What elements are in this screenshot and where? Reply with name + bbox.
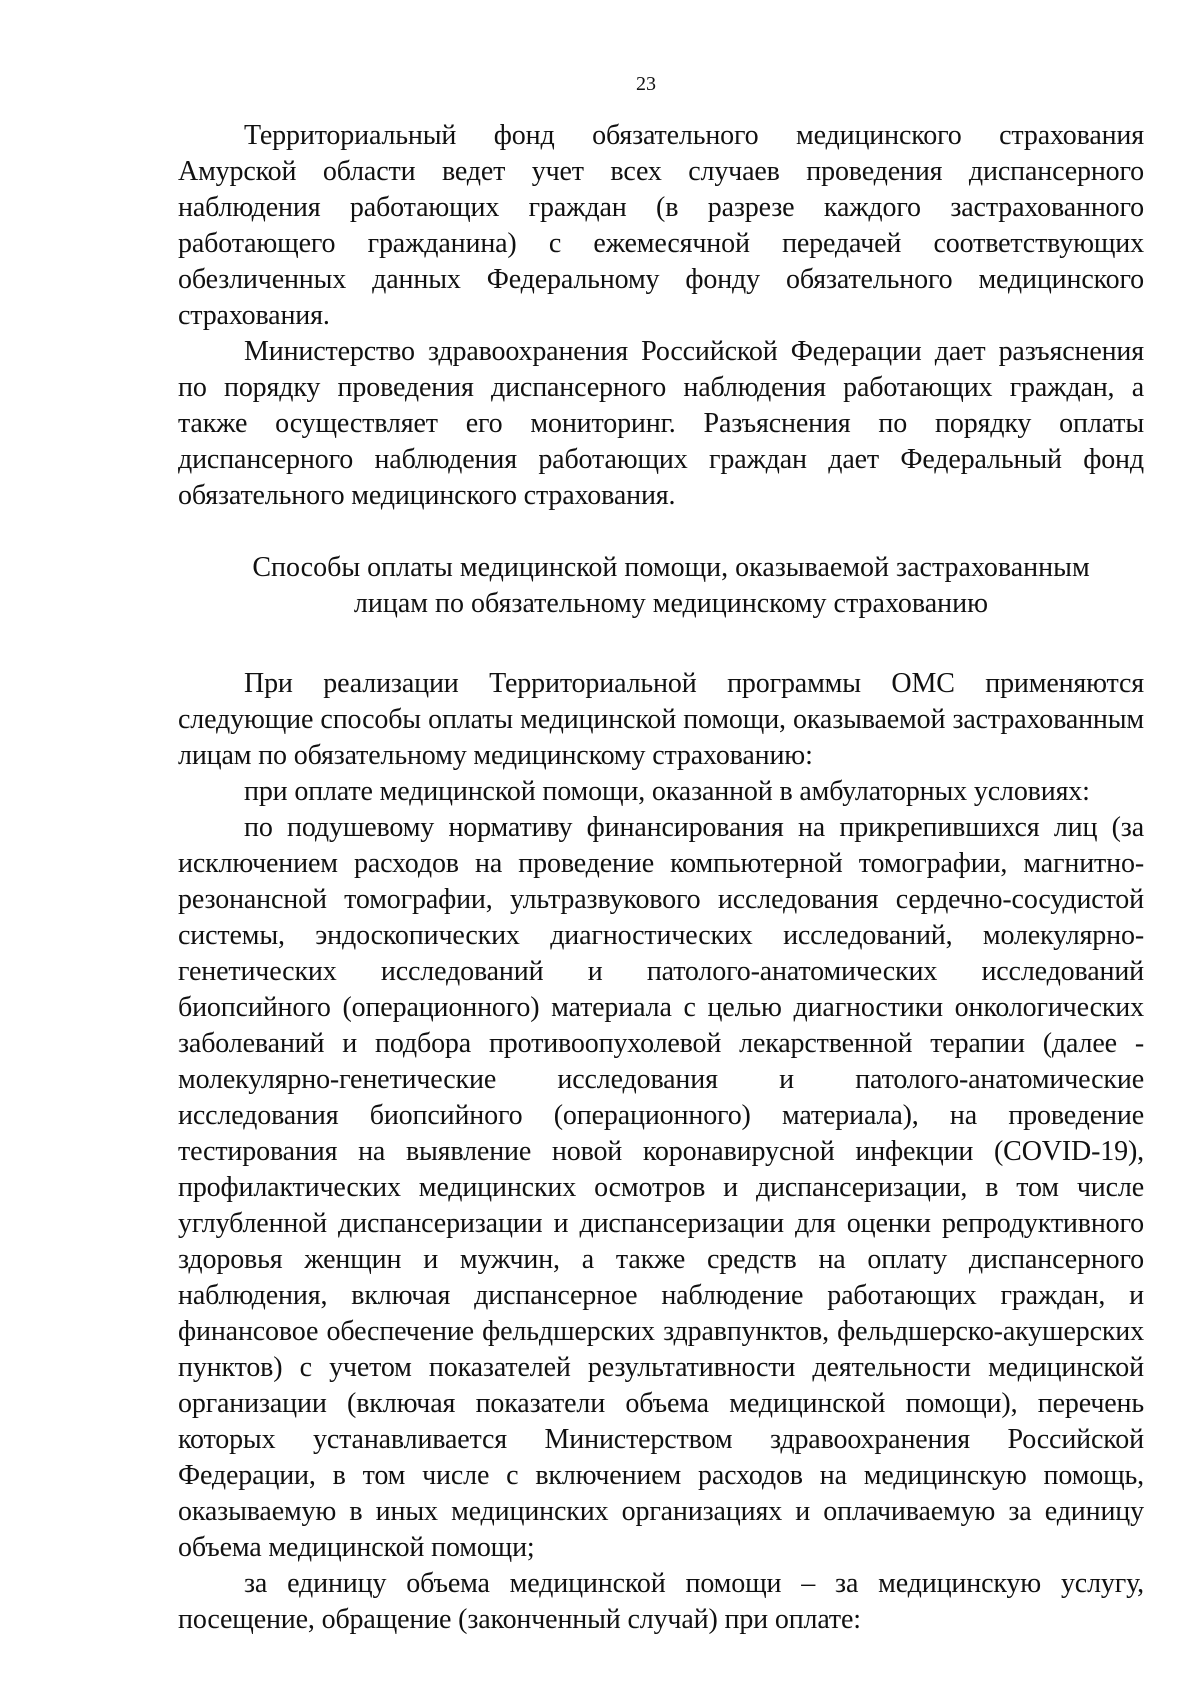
paragraph-ambulatory-conditions: при оплате медицинской помощи, оказанной в амбулаторных условиях:	[244, 776, 1090, 807]
section-heading-line-1: Способы оплаты медицинской помощи, оказываемой застрахованным	[252, 552, 1090, 583]
page-number: 23	[636, 73, 656, 95]
section-heading-line-2: лицам по обязательному медицинскому страхованию	[353, 588, 989, 619]
paragraph-tfoms-accounting: Территориальный фонд обязательного медицинского страхования Амурской области ведет учет всех случаев проведения диспансерного наблюдения работающих граждан (в разрезе каждого застрахованного работающего гражданина) с ежемесячной передачей соответствующих обезличенных данных Федеральному фонду обязательного медицинского страхования.	[178, 120, 1144, 331]
paragraph-per-capita-standard: по подушевому нормативу финансирования на прикрепившихся лиц (за исключением расходов на проведение компьютерной томографии, магнитно-резонансной томографии, ультразвукового исследования сердечно-сосудистой системы, эндоскопических диагностических исследований, молекулярно-генетических исследований и патолого-анатомических исследований биопсийного (операционного) материала с целью диагностики онкологических заболеваний и подбора противоопухолевой лекарственной терапии (далее - молекулярно-генетические исследования и патолого-анатомические исследования биопсийного (операционного) материала), на проведение тестирования на выявление новой коронавирусной инфекции (COVID-19), профилактических медицинских осмотров и диспансеризации, в том числе углубленной диспансеризации и диспансеризации для оценки репродуктивного здоровья женщин и мужчин, а также средств на оплату диспансерного наблюдения, включая диспансерное наблюдение работающих граждан, и финансовое обеспечение фельдшерских здравпунктов, фельдшерско-акушерских пунктов) с учетом показателей результативности деятельности медицинской организации (включая показатели объема медицинской помощи), перечень которых устанавливается Министерством здравоохранения Российской Федерации, в том числе с включением расходов на медицинскую помощь, оказываемую в иных медицинских организациях и оплачиваемую за единицу объема медицинской помощи;	[178, 812, 1144, 1563]
paragraph-payment-methods-intro: При реализации Территориальной программы ОМС применяются следующие способы оплаты медицинской помощи, оказываемой застрахованным лицам по обязательному медицинскому страхованию:	[178, 668, 1144, 771]
paragraph-ministry-clarifications: Министерство здравоохранения Российской Федерации дает разъяснения по порядку проведения диспансерного наблюдения работающих граждан, а также осуществляет его мониторинг. Разъяснения по порядку оплаты диспансерного наблюдения работающих граждан дает Федеральный фонд обязательного медицинского страхования.	[178, 336, 1144, 511]
paragraph-per-unit-volume: за единицу объема медицинской помощи – за медицинскую услугу, посещение, обращение (законченный случай) при оплате:	[178, 1568, 1144, 1635]
document-body	[178, 118, 1144, 1638]
section-heading	[178, 550, 1144, 622]
